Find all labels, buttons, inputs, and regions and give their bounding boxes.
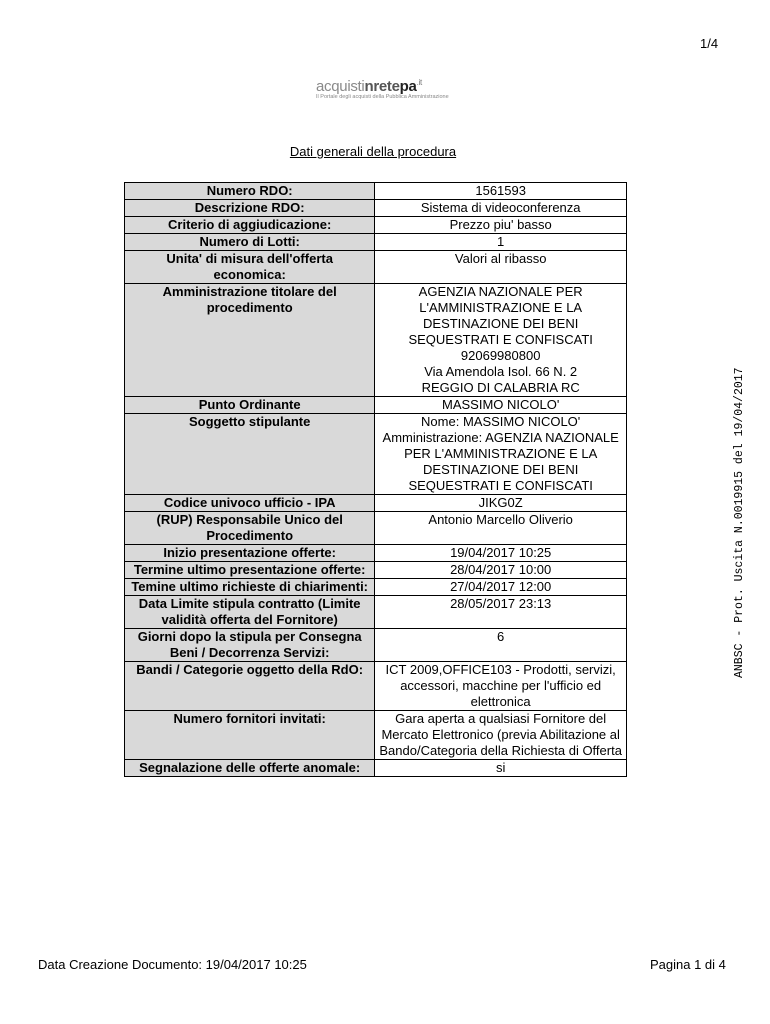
table-row <box>125 251 627 284</box>
row-value <box>375 579 627 596</box>
row-value-line: 1 <box>497 234 505 249</box>
table-row <box>125 414 627 495</box>
row-value <box>375 596 627 629</box>
row-label: (RUP) Responsabile Unico del Procedimento <box>125 512 375 545</box>
row-value-line: 28/04/2017 10:00 <box>450 562 552 577</box>
row-value-line: Nome: MASSIMO NICOLO' <box>421 414 581 429</box>
row-value-line: 1561593 <box>475 183 526 198</box>
table-row <box>125 397 627 414</box>
table-row <box>125 200 627 217</box>
document-creation-date: Data Creazione Documento: 19/04/2017 10:25 <box>38 957 307 972</box>
page-number: 1/4 <box>700 36 719 51</box>
row-value-line: 92069980800 <box>460 348 541 363</box>
row-label: Descrizione RDO: <box>125 200 375 217</box>
table-row <box>125 562 627 579</box>
row-value <box>375 217 627 234</box>
row-label: Unita' di misura dell'offerta economica: <box>125 251 375 284</box>
row-value <box>375 629 627 662</box>
logo-tagline: Il Portale degli acquisti della Pubblica Amministrazione <box>316 94 449 100</box>
logo-wordmark: acquistinretepa$^{.it}$ <box>316 78 422 95</box>
table-row <box>125 284 627 397</box>
row-value-line: 27/04/2017 12:00 <box>450 579 552 594</box>
row-value <box>375 200 627 217</box>
row-label: Bandi / Categorie oggetto della RdO: <box>125 662 375 711</box>
row-label: Segnalazione delle offerte anomale: <box>125 760 375 777</box>
row-label: Inizio presentazione offerte: <box>125 545 375 562</box>
row-value-line: 28/05/2017 23:13 <box>450 596 552 611</box>
document-title: Dati generali della procedura <box>289 144 457 159</box>
row-value <box>375 760 627 777</box>
row-value-line: Gara aperta a qualsiasi Fornitore del Mercato Elettronico (previa Abilitazione al Bando/Categoria della Richiesta di Offerta <box>379 711 622 758</box>
row-value-line: si <box>495 760 506 775</box>
row-value <box>375 545 627 562</box>
row-label: Numero di Lotti: <box>125 234 375 251</box>
row-label: Numero fornitori invitati: <box>125 711 375 760</box>
row-value-line: AGENZIA NAZIONALE PER L'AMMINISTRAZIONE E LA DESTINAZIONE DEI BENI SEQUESTRATI E CONFISCATI <box>408 284 593 347</box>
acquistinretepa-logo <box>316 78 456 100</box>
row-value-line: Sistema di videoconferenza <box>420 200 581 215</box>
row-value-line: ICT 2009,OFFICE103 - Prodotti, servizi, accessori, macchine per l'ufficio ed elettronica <box>385 662 616 709</box>
procedure-data-table <box>124 182 627 777</box>
table-row <box>125 545 627 562</box>
protocol-stamp: ANBSC - Prot. Uscita N.0019915 del 19/04/2017 <box>733 367 746 678</box>
row-label: Data Limite stipula contratto (Limite validità offerta del Fornitore) <box>125 596 375 629</box>
row-value-line: JIKG0Z <box>478 495 523 510</box>
row-label: Amministrazione titolare del procedimento <box>125 284 375 397</box>
row-label: Temine ultimo richieste di chiarimenti: <box>125 579 375 596</box>
row-label: Punto Ordinante <box>125 397 375 414</box>
table-row <box>125 760 627 777</box>
row-value-line: Valori al ribasso <box>454 251 547 266</box>
row-value-line: Via Amendola Isol. 66 N. 2 <box>424 364 578 379</box>
row-value <box>375 662 627 711</box>
row-value <box>375 183 627 200</box>
row-value <box>375 284 627 397</box>
row-label: Codice univoco ufficio - IPA <box>125 495 375 512</box>
row-value-line: 19/04/2017 10:25 <box>450 545 552 560</box>
table-row <box>125 662 627 711</box>
row-value-line: 6 <box>497 629 505 644</box>
table-row <box>125 495 627 512</box>
table-row <box>125 596 627 629</box>
row-value <box>375 251 627 284</box>
table-row <box>125 629 627 662</box>
row-label: Numero RDO: <box>125 183 375 200</box>
row-value <box>375 234 627 251</box>
row-value-line: REGGIO DI CALABRIA RC <box>421 380 580 395</box>
row-value <box>375 512 627 545</box>
row-value-line: Prezzo piu' basso <box>449 217 552 232</box>
page-indicator: Pagina 1 di 4 <box>650 957 726 972</box>
row-label: Termine ultimo presentazione offerte: <box>125 562 375 579</box>
row-value-line: MASSIMO NICOLO' <box>442 397 560 412</box>
table-row <box>125 579 627 596</box>
row-value <box>375 495 627 512</box>
row-value-line: Antonio Marcello Oliverio <box>428 512 573 527</box>
row-label: Giorni dopo la stipula per Consegna Beni / Decorrenza Servizi: <box>125 629 375 662</box>
table-row <box>125 183 627 200</box>
row-value <box>375 711 627 760</box>
table-row <box>125 234 627 251</box>
row-value <box>375 397 627 414</box>
row-value <box>375 562 627 579</box>
table-row <box>125 512 627 545</box>
row-value <box>375 414 627 495</box>
row-label: Criterio di aggiudicazione: <box>125 217 375 234</box>
table-row <box>125 217 627 234</box>
table-row <box>125 711 627 760</box>
row-label: Soggetto stipulante <box>125 414 375 495</box>
row-value-line: Amministrazione: AGENZIA NAZIONALE PER L'AMMINISTRAZIONE E LA DESTINAZIONE DEI BENI SEQUESTRATI E CONFISCATI <box>382 430 619 493</box>
